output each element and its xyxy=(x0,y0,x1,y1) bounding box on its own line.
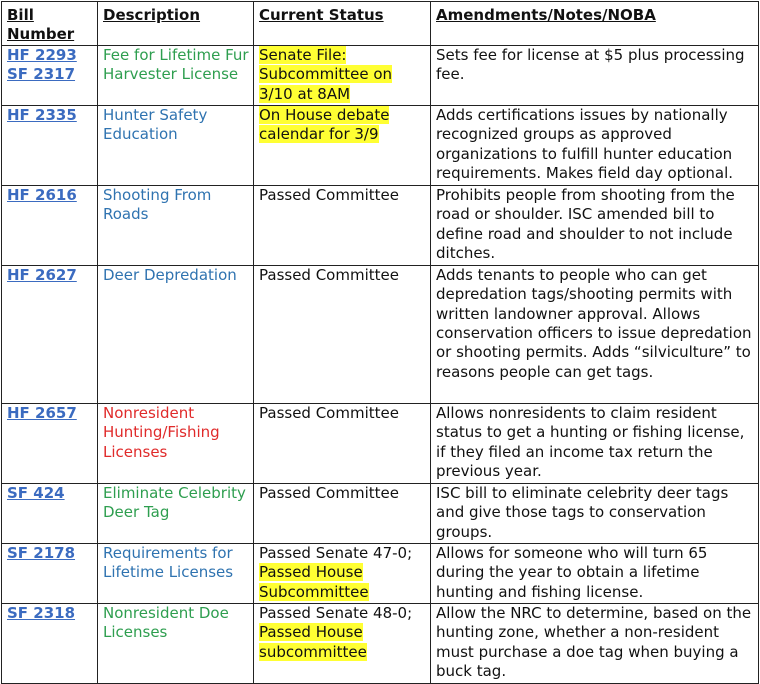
description-cell xyxy=(98,45,254,105)
notes-text: ISC bill to eliminate celebrity deer tags and give those tags to conservation groups. xyxy=(436,483,729,541)
status-cell xyxy=(254,45,431,105)
notes-text: Allows for someone who will turn 65 during the year to obtain a lifetime hunting and fishing license. xyxy=(436,543,708,601)
status-text: Passed Committee xyxy=(259,483,399,502)
notes-cell xyxy=(431,265,759,403)
bill-number-cell xyxy=(2,603,98,683)
description-text: Deer Depredation xyxy=(103,265,237,284)
bill-link[interactable]: SF 424 xyxy=(7,483,65,502)
description-text: Requirements for Lifetime Licenses xyxy=(103,543,234,582)
bill-link[interactable]: HF 2335 xyxy=(7,105,77,124)
notes-cell xyxy=(431,45,759,105)
status-cell xyxy=(254,265,431,403)
description-text: Hunter Safety Education xyxy=(103,105,208,144)
notes-text: Sets fee for license at $5 plus processing fee. xyxy=(436,45,745,84)
table-row xyxy=(2,265,759,403)
legislation-table xyxy=(1,1,759,684)
status-text-highlighted: Senate File: Subcommittee on 3/10 at 8AM xyxy=(259,45,393,103)
bill-number-cell xyxy=(2,543,98,603)
status-cell xyxy=(254,105,431,185)
status-cell xyxy=(254,483,431,543)
status-text: Passed Committee xyxy=(259,185,399,204)
notes-cell xyxy=(431,105,759,185)
bill-number-cell xyxy=(2,265,98,403)
bill-number-cell xyxy=(2,403,98,483)
bill-link[interactable]: HF 2293 xyxy=(7,45,77,64)
bill-link[interactable]: SF 2178 xyxy=(7,543,76,562)
header-current-status: Current Status xyxy=(254,2,431,46)
table-row xyxy=(2,483,759,543)
description-text: Fee for Lifetime Fur Harvester License xyxy=(103,45,249,84)
status-cell xyxy=(254,603,431,683)
bill-link[interactable]: HF 2657 xyxy=(7,403,77,422)
notes-text: Allow the NRC to determine, based on the hunting zone, whether a non-resident must purchase a doe tag when buying a buck tag. xyxy=(436,603,752,681)
description-text: Eliminate Celebrity Deer Tag xyxy=(103,483,246,522)
notes-text: Adds tenants to people who can get depredation tags/shooting permits with written landowner approval. Allows conservation officers to issue depredation or shooting permits. Adds “silviculture” to reasons people can get tags. xyxy=(436,265,752,381)
description-cell xyxy=(98,265,254,403)
table-row xyxy=(2,45,759,105)
status-cell xyxy=(254,543,431,603)
bill-link[interactable]: SF 2317 xyxy=(7,65,76,84)
description-cell xyxy=(98,603,254,683)
table-row xyxy=(2,185,759,265)
status-cell xyxy=(254,403,431,483)
notes-cell xyxy=(431,483,759,543)
status-cell xyxy=(254,185,431,265)
header-description: Description xyxy=(98,2,254,46)
status-text: Passed Senate 47-0; xyxy=(259,543,413,562)
table-body xyxy=(2,45,759,683)
notes-cell xyxy=(431,185,759,265)
description-cell xyxy=(98,403,254,483)
table-row xyxy=(2,403,759,483)
bill-link[interactable]: SF 2318 xyxy=(7,603,76,622)
status-text-highlighted: Passed House subcommittee xyxy=(259,623,367,661)
status-text-highlighted: Passed House Subcommittee xyxy=(259,563,369,601)
notes-cell xyxy=(431,403,759,483)
bill-number-cell xyxy=(2,483,98,543)
notes-text: Adds certifications issues by nationally recognized groups as approved organizations to fulfill hunter education requirements. Makes field day optional. xyxy=(436,105,734,183)
description-cell xyxy=(98,483,254,543)
header-notes: Amendments/Notes/NOBA xyxy=(431,2,759,46)
table-row xyxy=(2,543,759,603)
status-text: Passed Committee xyxy=(259,265,399,284)
status-text-highlighted: On House debate calendar for 3/9 xyxy=(259,105,390,144)
notes-text: Prohibits people from shooting from the road or shoulder. ISC amended bill to define road and shoulder to not include ditches. xyxy=(436,185,735,263)
bill-number-cell xyxy=(2,185,98,265)
header-bill-number: Bill Number xyxy=(2,2,98,46)
bill-link[interactable]: HF 2627 xyxy=(7,265,77,284)
bill-number-cell xyxy=(2,45,98,105)
table-row xyxy=(2,105,759,185)
description-text: Nonresident Doe Licenses xyxy=(103,603,229,642)
notes-cell xyxy=(431,603,759,683)
bill-number-cell xyxy=(2,105,98,185)
bill-link[interactable]: HF 2616 xyxy=(7,185,77,204)
notes-text: Allows nonresidents to claim resident status to get a hunting or fishing license, if they filed an income tax return the previous year. xyxy=(436,403,745,481)
status-text: Passed Committee xyxy=(259,403,399,422)
description-text: Shooting From Roads xyxy=(103,185,212,224)
description-cell xyxy=(98,185,254,265)
header-row xyxy=(2,2,759,46)
description-cell xyxy=(98,543,254,603)
description-text: Nonresident Hunting/Fishing Licenses xyxy=(103,403,220,461)
status-text: Passed Senate 48-0; xyxy=(259,603,413,622)
table-row xyxy=(2,603,759,683)
notes-cell xyxy=(431,543,759,603)
description-cell xyxy=(98,105,254,185)
